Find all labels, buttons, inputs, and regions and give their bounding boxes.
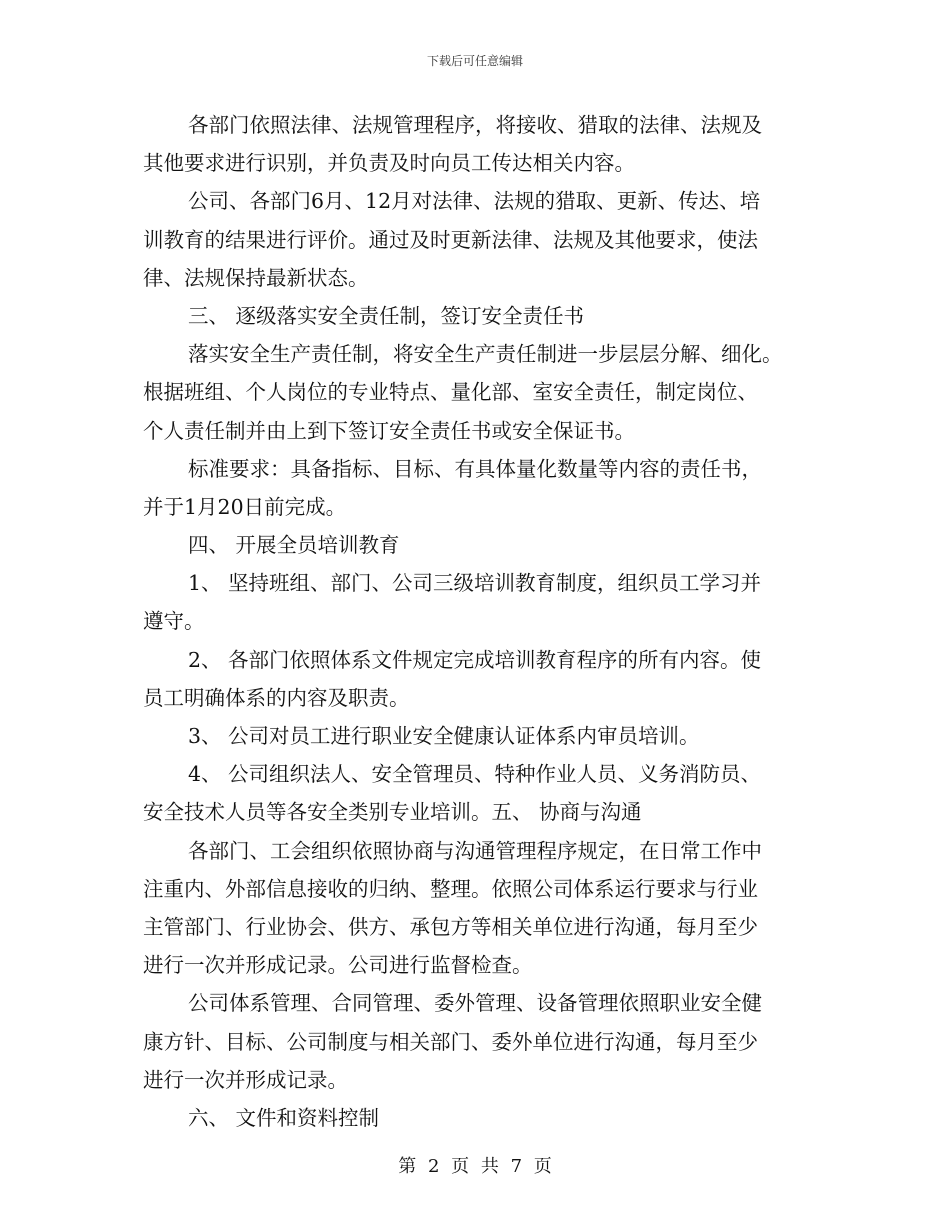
paragraph-line: 个人责任制并由上到下签订安全责任书或安全保证书。 bbox=[143, 418, 635, 443]
paragraph-line: 各部门、工会组织依照协商与沟通管理程序规定，在日常工作中 bbox=[188, 838, 762, 863]
paragraph-line: 根据班组、个人岗位的专业特点、量化部、室安全责任，制定岗位、 bbox=[143, 380, 758, 405]
paragraph-line: 主管部门、行业协会、供方、承包方等相关单位进行沟通，每月至少 bbox=[143, 914, 758, 939]
paragraph-line: 各部门依照法律、法规管理程序，将接收、猎取的法律、法规及 bbox=[188, 113, 762, 137]
paragraph-line: 进行一次并形成记录。 bbox=[143, 1067, 348, 1092]
list-item-line: 3、 公司对员工进行职业安全健康认证体系内审员培训。 bbox=[188, 724, 700, 748]
list-item-line: 2、 各部门依照体系文件规定完成培训教育程序的所有内容。使 bbox=[188, 647, 762, 672]
list-item-line: 遵守。 bbox=[143, 609, 205, 634]
paragraph-line: 律、法规保持最新状态。 bbox=[143, 265, 369, 290]
paragraph-line: 注重内、外部信息接收的归纳、整理。依照公司体系运行要求与行业 bbox=[143, 876, 758, 901]
section-heading: 六、 文件和资料控制 bbox=[188, 1105, 380, 1130]
section-heading: 四、 开展全员培训教育 bbox=[188, 533, 400, 558]
section-heading: 三、 逐级落实安全责任制，签订安全责任书 bbox=[188, 303, 585, 328]
page-header: 下载后可任意编辑 bbox=[426, 54, 523, 68]
page-number-footer: 第 2 页 共 7 页 bbox=[398, 1156, 552, 1177]
paragraph-line: 落实安全生产责任制，将安全生产责任制进一步层层分解、细化。 bbox=[188, 342, 783, 367]
document-body bbox=[143, 106, 813, 1137]
paragraph-line: 标准要求：具备指标、目标、有具体量化数量等内容的责任书， bbox=[188, 456, 762, 481]
list-item-line: 员工明确体系的内容及职责。 bbox=[143, 685, 410, 710]
paragraph-line: 并于1月20日前完成。 bbox=[143, 494, 347, 519]
paragraph-line: 其他要求进行识别，并负责及时向员工传达相关内容。 bbox=[143, 151, 635, 176]
list-item-line: 4、 公司组织法人、安全管理员、特种作业人员、义务消防员、 bbox=[188, 762, 762, 787]
paragraph-line: 康方针、目标、公司制度与相关部门、委外单位进行沟通，每月至少 bbox=[143, 1029, 758, 1054]
paragraph-line: 训教育的结果进行评价。通过及时更新法律、法规及其他要求，使法 bbox=[143, 227, 758, 252]
list-item-line: 安全技术人员等各安全类别专业培训。五、 协商与沟通 bbox=[143, 800, 642, 825]
list-item-line: 1、 坚持班组、部门、公司三级培训教育制度，组织员工学习并 bbox=[188, 571, 762, 596]
paragraph-line: 公司体系管理、合同管理、委外管理、设备管理依照职业安全健 bbox=[188, 991, 762, 1016]
paragraph-line: 进行一次并形成记录。公司进行监督检查。 bbox=[143, 953, 533, 978]
paragraph-line: 公司、各部门6月、12月对法律、法规的猎取、更新、传达、培 bbox=[188, 189, 761, 214]
